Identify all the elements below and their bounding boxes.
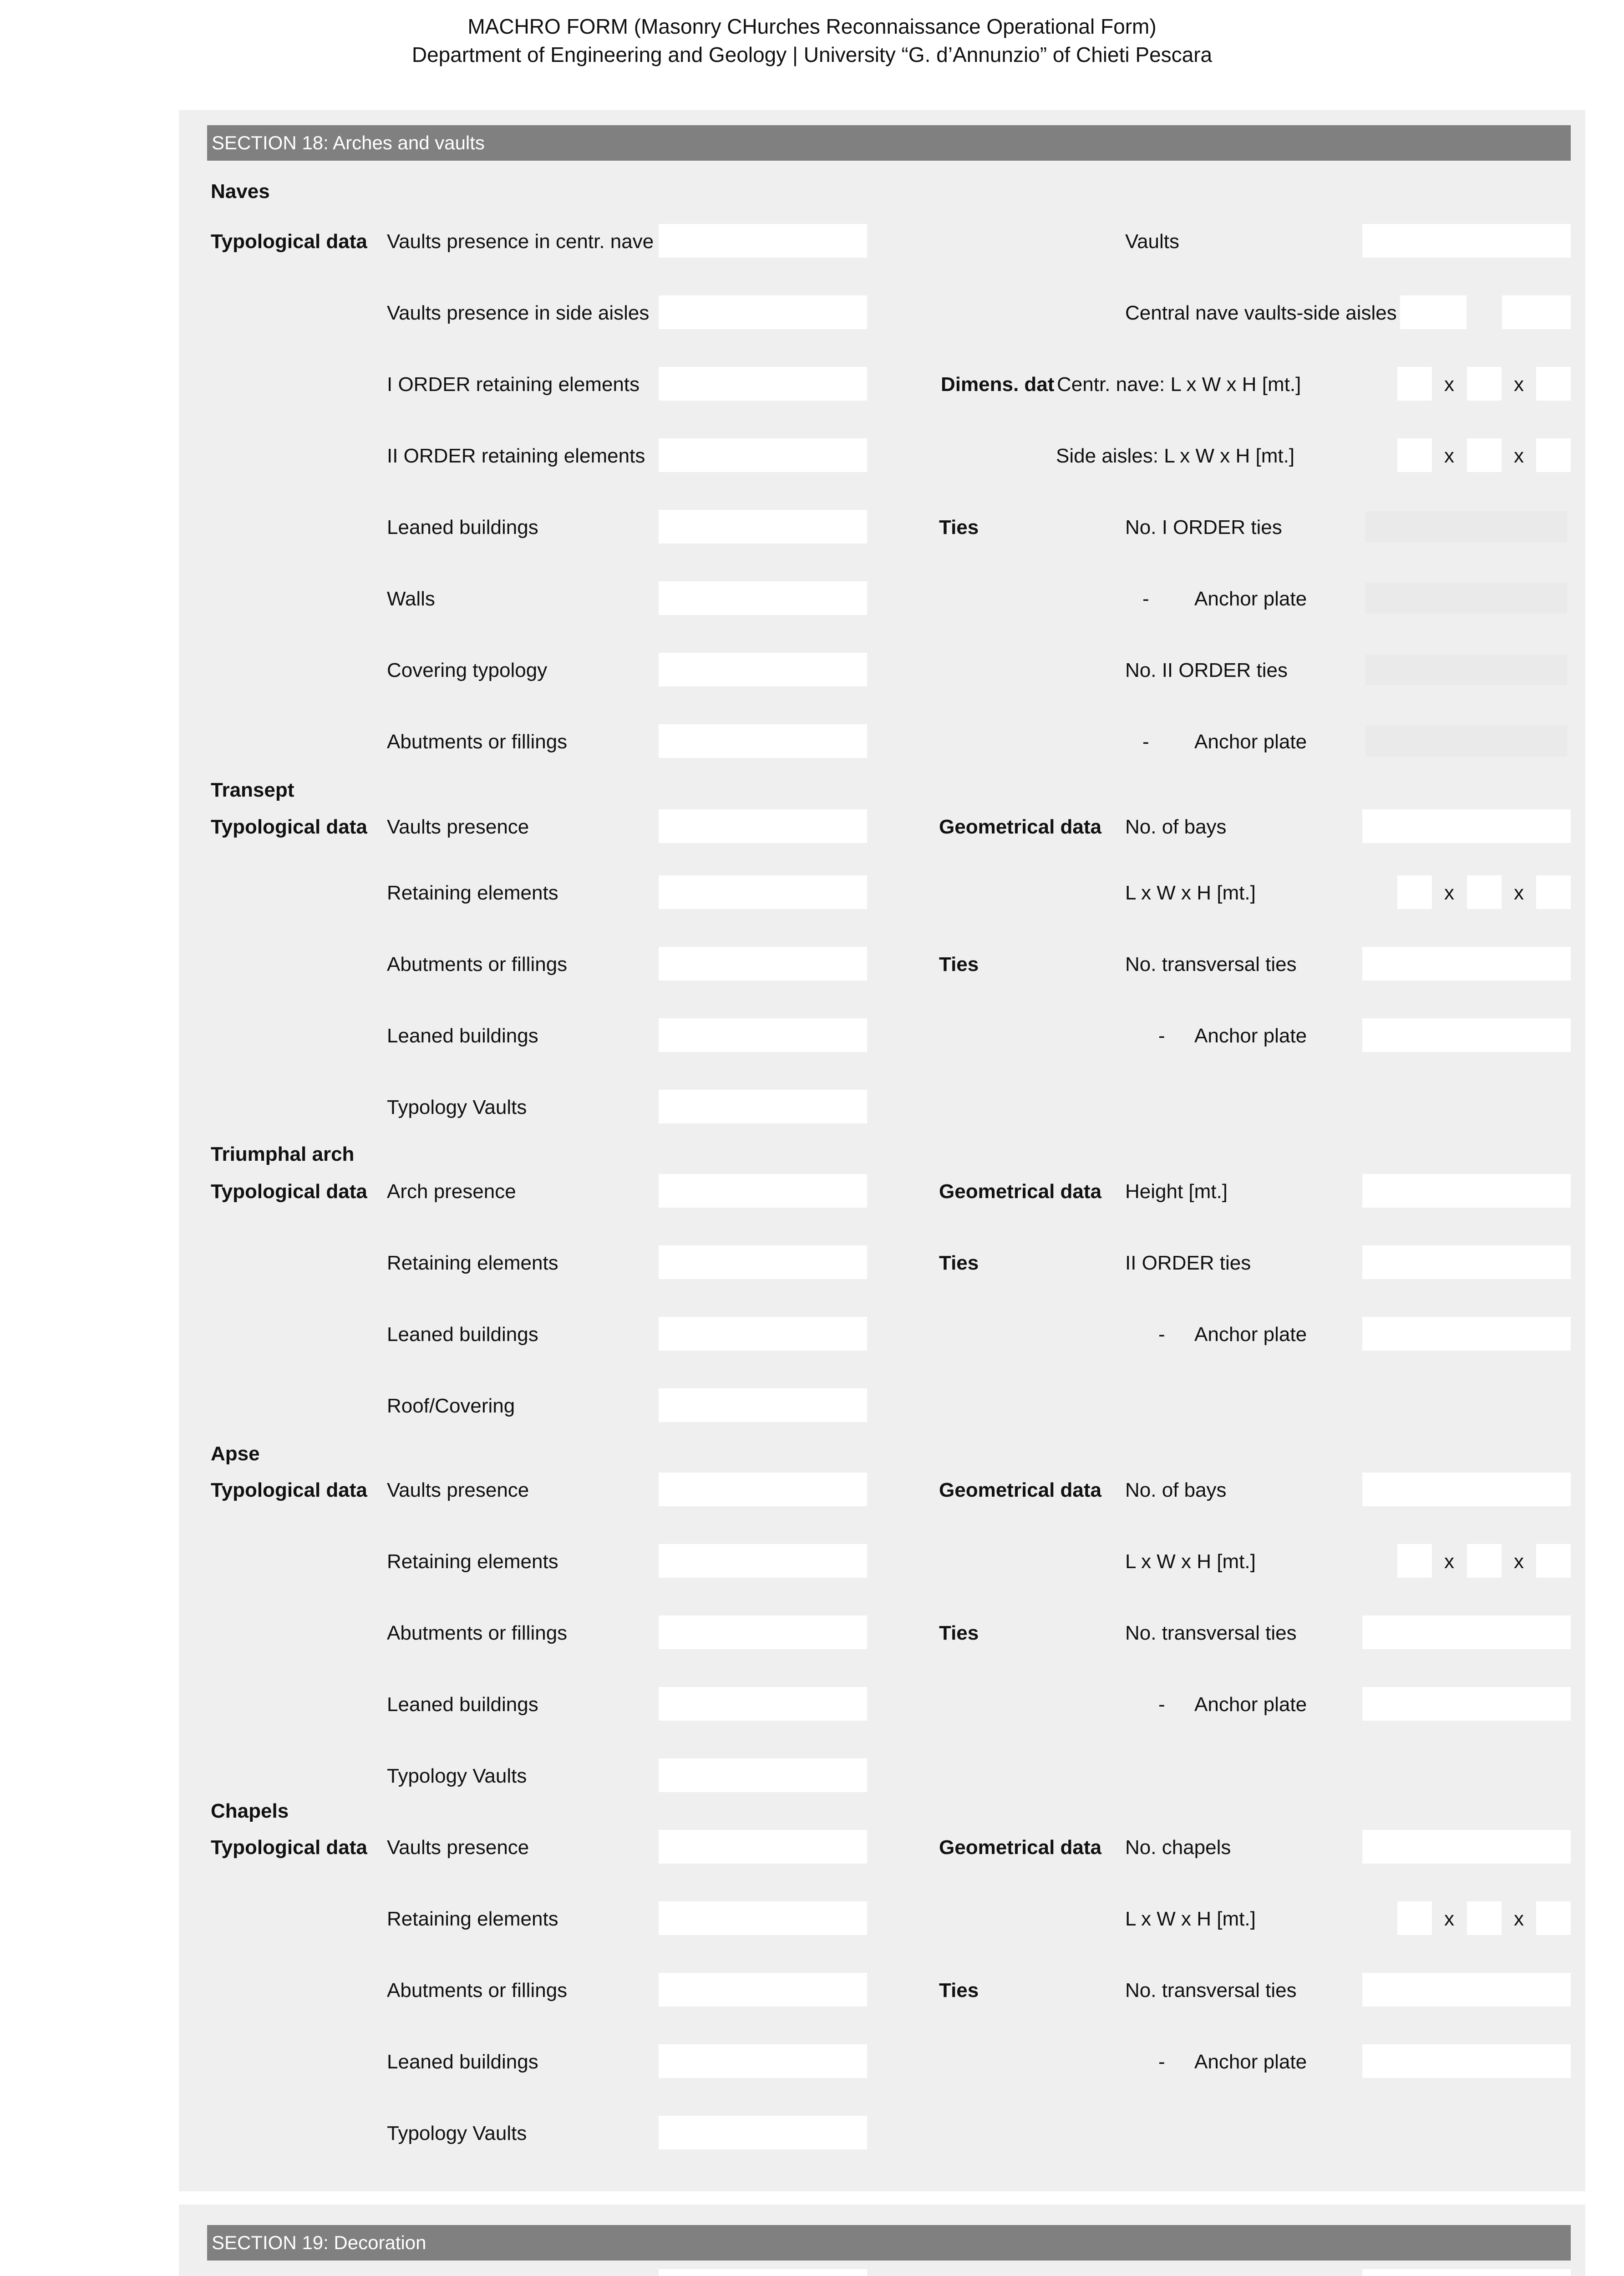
transept-abutments-field[interactable] xyxy=(659,947,867,981)
section-18-header: SECTION 18: Arches and vaults xyxy=(207,125,1571,161)
arch-retaining-field[interactable] xyxy=(659,1245,867,1279)
transept-typological-label: Typological data xyxy=(211,816,367,838)
label-chapels-vaults-presence: Vaults presence xyxy=(387,1836,529,1859)
label-vaults-side-aisles: Vaults presence in side aisles xyxy=(387,302,650,324)
label-chapels-anchor-plate: Anchor plate xyxy=(1194,2051,1307,2073)
chapels-width-field[interactable] xyxy=(1467,1901,1502,1935)
label-chapels-leaned: Leaned buildings xyxy=(387,2051,538,2073)
apse-width-field[interactable] xyxy=(1467,1544,1502,1578)
label-chapels-typology-vaults: Typology Vaults xyxy=(387,2122,527,2144)
vaults-centr-nave-field[interactable] xyxy=(659,224,867,258)
transept-typology-vaults-field[interactable] xyxy=(659,1090,867,1123)
central-nave-vaults-field-b[interactable] xyxy=(1502,295,1571,329)
label-transept-vaults-presence: Vaults presence xyxy=(387,816,529,838)
label-material xyxy=(1089,2274,1161,2276)
label-transept-no-bays: No. of bays xyxy=(1125,816,1227,838)
apse-typological-label: Typological data xyxy=(211,1479,367,1501)
apse-abutments-field[interactable] xyxy=(659,1616,867,1649)
label-chapels-transversal-ties: No. transversal ties xyxy=(1125,1979,1297,2002)
naves-typological-label: Typological data xyxy=(211,230,367,253)
arch-ties-label: Ties xyxy=(939,1252,979,1274)
transept-heading: Transept xyxy=(211,779,294,801)
no-chapels-field[interactable] xyxy=(1362,1830,1571,1864)
label-transept-anchor-plate: Anchor plate xyxy=(1194,1025,1307,1047)
apse-heading: Apse xyxy=(211,1443,260,1465)
transept-no-bays-field[interactable] xyxy=(1362,809,1571,843)
dash: - xyxy=(1158,2051,1165,2073)
label-apse-no-bays: No. of bays xyxy=(1125,1479,1227,1501)
apse-length-field[interactable] xyxy=(1397,1544,1432,1578)
section-18-panel xyxy=(179,110,1585,2191)
label-no-chapels: No. chapels xyxy=(1125,1836,1231,1859)
vaults-side-aisles-field[interactable] xyxy=(659,295,867,329)
arch-anchor-plate-field[interactable] xyxy=(1362,1317,1571,1351)
side-aisles-length-field[interactable] xyxy=(1397,438,1432,472)
decoration-typological-label xyxy=(211,2274,367,2276)
label-i-order-retaining: I ORDER retaining elements xyxy=(387,373,640,396)
naves-abutments-field[interactable] xyxy=(659,724,867,758)
naves-ties-label: Ties xyxy=(939,516,979,539)
anchor-plate-ii-field[interactable] xyxy=(1365,726,1567,757)
label-ii-order-retaining: II ORDER retaining elements xyxy=(387,445,645,467)
times-sign: x xyxy=(1514,445,1524,467)
apse-retaining-field[interactable] xyxy=(659,1544,867,1578)
form-title: MACHRO FORM (Masonry CHurches Reconnaissance Operational Form) xyxy=(467,15,1157,38)
material-field[interactable] xyxy=(1362,2269,1571,2276)
label-no-i-order-ties: No. I ORDER ties xyxy=(1125,516,1282,539)
transept-geometrical-label: Geometrical data xyxy=(939,816,1102,838)
label-arch-leaned: Leaned buildings xyxy=(387,1323,538,1346)
walls-field[interactable] xyxy=(659,581,867,615)
transept-length-field[interactable] xyxy=(1397,875,1432,909)
transept-leaned-field[interactable] xyxy=(659,1018,867,1052)
chapels-typological-label: Typological data xyxy=(211,1836,367,1859)
times-sign: x xyxy=(1444,882,1454,904)
arch-ii-order-ties-field[interactable] xyxy=(1362,1245,1571,1279)
label-naves-leaned-buildings: Leaned buildings xyxy=(387,516,538,539)
chapels-leaned-field[interactable] xyxy=(659,2044,867,2078)
label-arch-ii-order-ties: II ORDER ties xyxy=(1125,1252,1251,1274)
label-apse-leaned: Leaned buildings xyxy=(387,1693,538,1716)
chapels-ties-label: Ties xyxy=(939,1979,979,2002)
apse-geometrical-label: Geometrical data xyxy=(939,1479,1102,1501)
apse-anchor-plate-field[interactable] xyxy=(1362,1687,1571,1721)
arch-typological-label: Typological data xyxy=(211,1180,367,1203)
label-transept-leaned: Leaned buildings xyxy=(387,1025,538,1047)
section-19-header: SECTION 19: Decoration xyxy=(207,2225,1571,2261)
arch-presence-field[interactable] xyxy=(659,1174,867,1208)
apse-height-field[interactable] xyxy=(1536,1544,1571,1578)
form-subtitle: Department of Engineering and Geology | University “G. d’Annunzio” of Chieti Pescara xyxy=(411,43,1213,66)
label-transept-typology-vaults: Typology Vaults xyxy=(387,1096,527,1118)
times-sign: x xyxy=(1444,445,1454,467)
centr-nave-height-field[interactable] xyxy=(1536,367,1571,401)
vaults-field[interactable] xyxy=(1362,224,1571,258)
apse-leaned-field[interactable] xyxy=(659,1687,867,1721)
chapels-anchor-plate-field[interactable] xyxy=(1362,2044,1571,2078)
label-anchor-plate-i: Anchor plate xyxy=(1194,588,1307,610)
label-transept-transversal-ties: No. transversal ties xyxy=(1125,953,1297,975)
label-apse-transversal-ties: No. transversal ties xyxy=(1125,1622,1297,1644)
label-apse-lwh: L x W x H [mt.] xyxy=(1125,1550,1256,1573)
transept-anchor-plate-field[interactable] xyxy=(1362,1018,1571,1052)
label-vaults: Vaults xyxy=(1125,230,1180,253)
label-chapels-abutments: Abutments or fillings xyxy=(387,1979,568,2002)
side-aisles-width-field[interactable] xyxy=(1467,438,1502,472)
label-central-nave-vaults-side-aisles: Central nave vaults-side aisles xyxy=(1125,302,1397,324)
label-transept-retaining: Retaining elements xyxy=(387,882,558,904)
label-apse-abutments: Abutments or fillings xyxy=(387,1622,568,1644)
apse-no-bays-field[interactable] xyxy=(1362,1473,1571,1506)
times-sign: x xyxy=(1514,373,1524,396)
transept-ties-label: Ties xyxy=(939,953,979,975)
label-anchor-plate-ii: Anchor plate xyxy=(1194,731,1307,753)
ii-order-retaining-field[interactable] xyxy=(659,438,867,472)
times-sign: x xyxy=(1514,882,1524,904)
chapels-height-field[interactable] xyxy=(1536,1901,1571,1935)
label-naves-abutments: Abutments or fillings xyxy=(387,731,568,753)
label-vaults-centr-nave: Vaults presence in centr. nave xyxy=(387,230,654,253)
label-centr-nave-dims: Centr. nave: L x W x H [mt.] xyxy=(1057,373,1301,396)
label-apse-vaults-presence: Vaults presence xyxy=(387,1479,529,1501)
centr-nave-width-field[interactable] xyxy=(1467,367,1502,401)
arch-height-field[interactable] xyxy=(1362,1174,1571,1208)
label-arch-anchor-plate: Anchor plate xyxy=(1194,1323,1307,1346)
chapels-abutments-field[interactable] xyxy=(659,1973,867,2007)
label-no-ii-order-ties: No. II ORDER ties xyxy=(1125,659,1288,681)
covering-typology-field[interactable] xyxy=(659,653,867,686)
no-i-order-ties-field[interactable] xyxy=(1365,511,1567,542)
label-chapels-lwh: L x W x H [mt.] xyxy=(1125,1908,1256,1930)
chapels-retaining-field[interactable] xyxy=(659,1901,867,1935)
arch-geometrical-label: Geometrical data xyxy=(939,1180,1102,1203)
times-sign: x xyxy=(1444,373,1454,396)
times-sign: x xyxy=(1514,1550,1524,1573)
chapels-vaults-presence-field[interactable] xyxy=(659,1830,867,1864)
label-apse-retaining: Retaining elements xyxy=(387,1550,558,1573)
times-sign: x xyxy=(1444,1550,1454,1573)
times-sign: x xyxy=(1444,1908,1454,1930)
label-transept-abutments: Abutments or fillings xyxy=(387,953,568,975)
transept-width-field[interactable] xyxy=(1467,875,1502,909)
side-aisles-height-field[interactable] xyxy=(1536,438,1571,472)
dash: - xyxy=(1158,1323,1165,1346)
dimens-data-label: Dimens. dat xyxy=(941,373,1055,396)
roof-covering-field[interactable] xyxy=(659,1388,867,1422)
transept-height-field[interactable] xyxy=(1536,875,1571,909)
chapels-typology-vaults-field[interactable] xyxy=(659,2116,867,2149)
transept-retaining-field[interactable] xyxy=(659,875,867,909)
naves-heading: Naves xyxy=(211,180,270,203)
label-arch-retaining: Retaining elements xyxy=(387,1252,558,1274)
label-chapels-retaining: Retaining elements xyxy=(387,1908,558,1930)
label-covering-typology: Covering typology xyxy=(387,659,548,681)
naves-leaned-buildings-field[interactable] xyxy=(659,510,867,544)
ext-decoration-field[interactable] xyxy=(659,2269,867,2276)
dash: - xyxy=(1142,588,1149,610)
chapels-transversal-ties-field[interactable] xyxy=(1362,1973,1571,2007)
dash: - xyxy=(1158,1693,1165,1716)
label-ext-decoration xyxy=(387,2274,609,2276)
label-transept-lwh: L x W x H [mt.] xyxy=(1125,882,1256,904)
transept-transversal-ties-field[interactable] xyxy=(1362,947,1571,981)
central-nave-vaults-field-a[interactable] xyxy=(1400,295,1467,329)
centr-nave-length-field[interactable] xyxy=(1397,367,1432,401)
apse-vaults-presence-field[interactable] xyxy=(659,1473,867,1506)
chapels-length-field[interactable] xyxy=(1397,1901,1432,1935)
label-arch-presence: Arch presence xyxy=(387,1180,516,1203)
apse-transversal-ties-field[interactable] xyxy=(1362,1616,1571,1649)
arch-leaned-field[interactable] xyxy=(659,1317,867,1351)
transept-vaults-presence-field[interactable] xyxy=(659,809,867,843)
chapels-heading: Chapels xyxy=(211,1800,289,1822)
chapels-geometrical-label: Geometrical data xyxy=(939,1836,1102,1859)
times-sign: x xyxy=(1514,1908,1524,1930)
no-ii-order-ties-field[interactable] xyxy=(1365,654,1567,685)
label-walls: Walls xyxy=(387,588,435,610)
dash: - xyxy=(1158,1025,1165,1047)
label-apse-typology-vaults: Typology Vaults xyxy=(387,1765,527,1787)
label-arch-height: Height [mt.] xyxy=(1125,1180,1228,1203)
anchor-plate-i-field[interactable] xyxy=(1365,583,1567,614)
apse-ties-label: Ties xyxy=(939,1622,979,1644)
apse-typology-vaults-field[interactable] xyxy=(659,1758,867,1792)
triumphal-arch-heading: Triumphal arch xyxy=(211,1143,355,1165)
i-order-retaining-field[interactable] xyxy=(659,367,867,401)
dash: - xyxy=(1142,731,1149,753)
label-apse-anchor-plate: Anchor plate xyxy=(1194,1693,1307,1716)
label-side-aisles-dims: Side aisles: L x W x H [mt.] xyxy=(1056,445,1295,467)
label-roof-covering: Roof/Covering xyxy=(387,1395,515,1417)
